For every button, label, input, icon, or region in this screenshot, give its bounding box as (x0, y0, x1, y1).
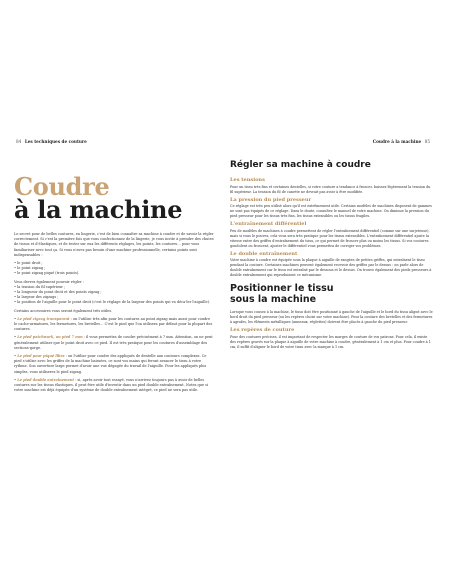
left-running-header (14, 139, 87, 144)
paragraph: Votre machine à coudre est équipée sous la plaque à aiguille de rangées de petites griffes, qui entraînent le tissu pendant la couture. Certaines machines peuvent également recevoir des griffes par le dessus : on parle alors de double entraînement car le tissu est entraîné par le dessous et le dessus. On trouve également des pieds presseurs à double entraînement qui reproduisent ce mécanisme. (230, 258, 432, 277)
subheading: Le double entraînement (230, 250, 298, 257)
chapter-title (14, 172, 214, 224)
paragraph: Peu de modèles de machines à coudre permettent de régler l'entraînement différentiel (comme sur une surjeteuse), mais si vous le pouvez, cela vous sera très pratique pour les tissus extensibles. L'entraînement différentiel ajuste la vitesse entre des griffes d'entraînement du tissu, ce qui permet de froncer plus ou moins les tissus. Si vos coutures gondolent ou froncent, ajuster le différentiel vous permettra de corriger vos problèmes. (230, 228, 430, 248)
foot-item: • Le pied double entraînement : si, après avoir tout essayé, vous n'arrivez toujours pas à avoir de belles coutures sur les tissus élastiques, il peut être utile d'investir dans un pied double entraînement. Notez que si votre machine est déjà équipée d'un système de double entraînement intégré, ce pied ne sera pas utile. (14, 377, 209, 393)
foot-item: • Le pied patchwork, ou pied 7 mm : il vous permettra de coudre précisément à 7 mm. Attention, on ne peut généralement utiliser que le point droit avec ce pied. Il est très pratique pour les coutures d'assemblage des sections-gorge. (14, 335, 213, 350)
stitch-list (14, 261, 214, 277)
subheading: Les tensions (230, 177, 265, 183)
section-heading: Régler sa machine à coudre (230, 160, 371, 170)
paragraph: Ce réglage est très peu utilisé alors qu'il est extrêmement utile. Certains modèles de machines disposent de gammes ne sont pas équipés de ce réglage. Dans le doute, consultez le manuel de votre machine. On diminue la pression du pied presseur pour les tissus très fins, les tissus extensibles ou les tissus fragiles. (230, 204, 432, 218)
paragraph: Lorsque vous cousez à la machine, le tissu doit être positionné à gauche de l'aiguille et le bord du tissu aligné avec le bord droit du pied presseur (ou les repères choisi sur votre machine). Pour la couture des bretelles et des fermetures à agrafes, les éléments métalliques (anneaux, réglettes) doivent être placés à gauche du pied presseur. (230, 310, 433, 324)
list-item: • la longueur du point droit et des points zigzag ; (14, 290, 102, 295)
right-running-title: Coudre à la machine (372, 139, 422, 144)
list-item: • la largeur des zigzags ; (14, 295, 59, 300)
list-item: • le point zigzag piqué (trois points). (14, 271, 80, 276)
feet-intro: Certains accessoires vous seront également très utiles. (14, 308, 113, 313)
left-running-title: Les techniques de couture (24, 139, 87, 144)
section-heading-2: Positionner le tissu sous la machine (230, 283, 334, 305)
paragraph: Pour un tissu très fins et certaines dentelles, si votre couture a tendance à froncer, baissez légèrement la tension du fil supérieur. La tension du fil de canette ne devrait pas avoir à être modifiée. (230, 184, 431, 194)
intro-paragraph: Le secret pour de belles coutures, en lingerie, c'est de bien connaître sa machine à coudre et de savoir la régler correctement. Si c'est la première fois que vous confectionnez de la lingerie, je vous invite à prendre des chutes de tissus et d'élastiques, et de tester sur eux les différents réglages, les points, les coutures… pour vous familiariser avec tout ça. Si vous n'avez pas besoin d'une machine professionnelle, certains points sont indispensables : (14, 232, 214, 257)
chapter-title-line1: Coudre (14, 172, 110, 201)
list-item: • le point droit ; (14, 261, 43, 266)
list-item: • la tension du fil supérieur ; (14, 284, 66, 289)
chapter-title-line2: à la machine (14, 195, 183, 224)
subheading: Les repères de couture (230, 327, 295, 333)
list-item: • le point zigzag ; (14, 266, 46, 271)
left-page-body (14, 232, 214, 396)
subheading: La pression du pied presseur (230, 196, 312, 203)
adjust-intro: Vous devrez également pouvoir régler : (14, 279, 84, 284)
subheading: L'entraînement différentiel (230, 221, 307, 227)
right-running-header (373, 139, 432, 144)
foot-item: • Le pied zigzag transparent : on l'utilise très afin pour les coutures au point zigzag mais aussi pour coudre le cache-armatures, les fermetures, les bretelles… C'est le pied que l'on utilisera par défaut pour la plupart des coutures. (14, 316, 213, 332)
adjust-list (14, 280, 214, 306)
right-page-body (230, 160, 434, 352)
list-item: • la position de l'aiguille pour le point droit (c'est le réglage de la largeur des points qui va déca-ler l'aiguille). (14, 300, 211, 305)
paragraph: Pour des coutures précises, il est important de respecter les marges de couture de vos patrons. Pour cela, il existe des repères gravés sur la plaque à aiguille de votre machine à coudre, généralement à 1 cm et plus. Pour coudre à 1 cm, il suffit d'aligner le bord de votre tissu avec la marque à 1 cm. (230, 334, 431, 349)
right-page-number: 85 (424, 139, 430, 144)
foot-item: • Le pied pour piqué libre : on l'utilise pour coudre des appliqués de dentelle aux contours complexes. Ce pied s'utilise avec les griffes de la machine baissées, ce sont vos mains qui feront avancer le tissu à votre rythme. Son ouverture large permet d'avoir une vue dégagée du travail de l'aiguille. Pour les appliqués plus simples, vous utiliserez le pied zigzag. (14, 354, 207, 374)
left-page-number: 84 (16, 139, 22, 144)
